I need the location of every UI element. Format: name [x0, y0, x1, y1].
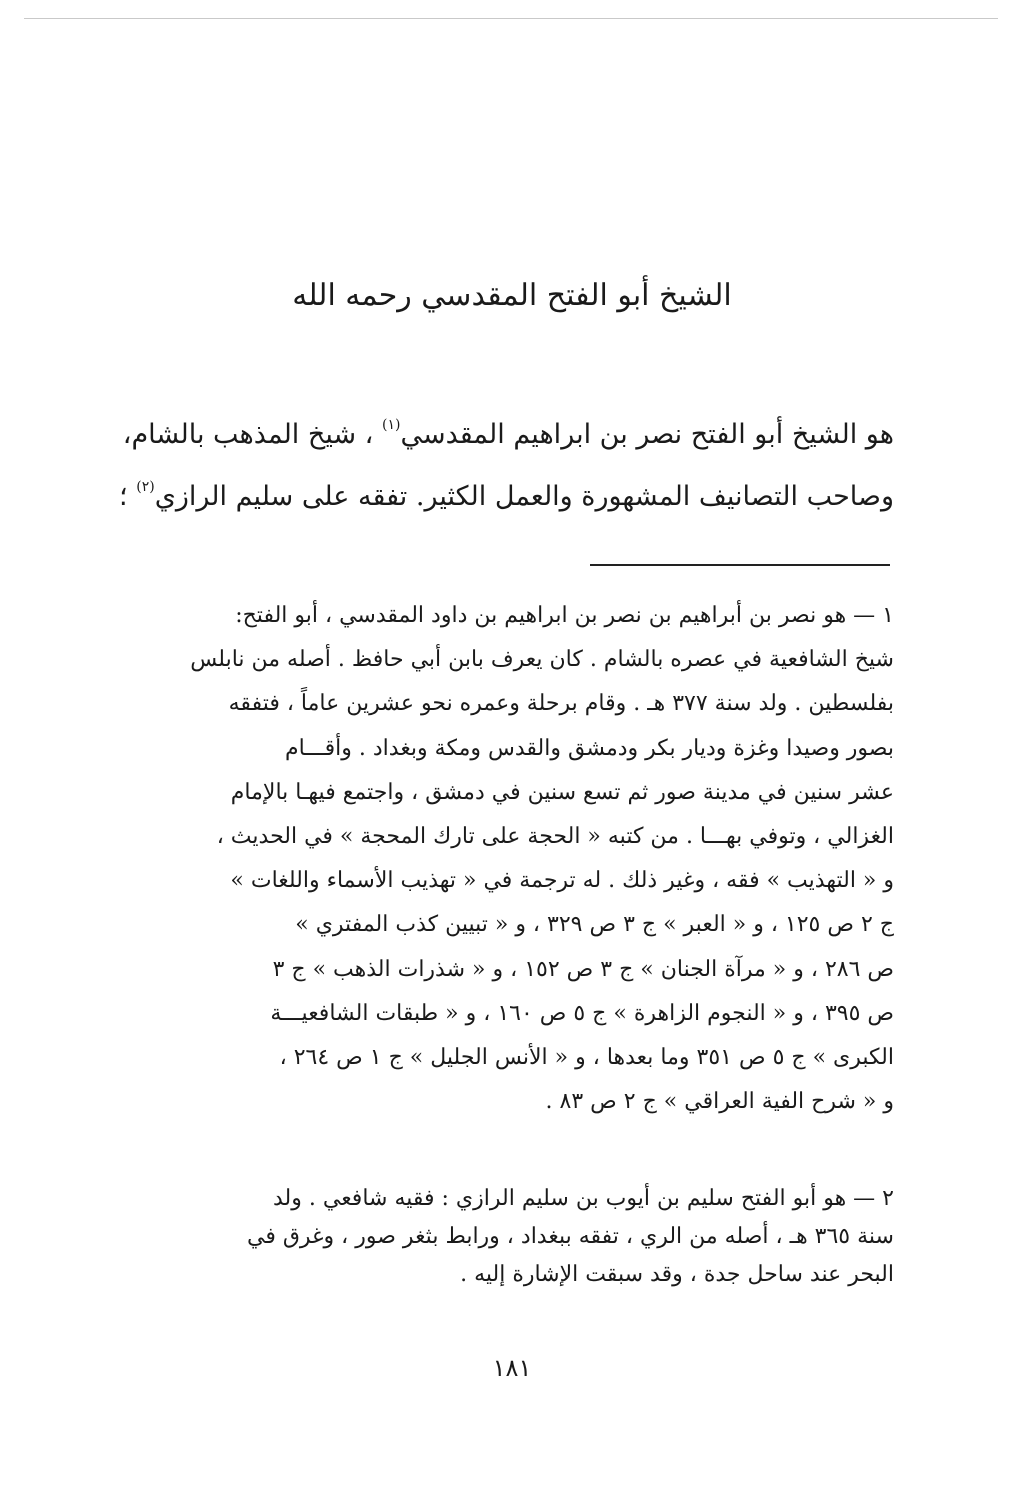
- page-number: ١٨١: [492, 1354, 532, 1382]
- footnote-2-line: سنة ٣٦٥ هـ ، أصله من الري ، تفقه ببغداد ، ورابط بثغر صور ، وغرق في: [247, 1224, 894, 1249]
- body-line-1-text: هو الشيخ أبو الفتح نصر بن ابراهيم المقدسي: [400, 419, 894, 450]
- footnote-1-line: ص ٣٩٥ ، و « النجوم الزاهرة » ج ٥ ص ١٦٠ ، و « طبقات الشافعيـــة: [270, 1000, 894, 1026]
- footnote-2-line: البحر عند ساحل جدة ، وقد سبقت الإشارة إليه .: [460, 1262, 894, 1287]
- footnote-1-line: الغزالي ، وتوفي بهـــا . من كتبه « الحجة على تارك المحجة » في الحديث ،: [216, 824, 894, 850]
- body-line-1-tail: ، شيخ المذهب بالشام،: [122, 419, 374, 450]
- footnote-separator: [590, 564, 890, 566]
- footnote-1: [128, 594, 894, 1124]
- footnote-2: [128, 1180, 894, 1294]
- footnote-ref-1: (١): [381, 417, 401, 433]
- footnote-1-line: عشر سنين في مدينة صور ثم تسع سنين في دمشق ، واجتمع فيهـا بالإمام: [230, 779, 894, 805]
- footnote-1-line: الكبرى » ج ٥ ص ٣٥١ وما بعدها ، و « الأنس الجليل » ج ١ ص ٢٦٤ ،: [279, 1045, 894, 1071]
- footnote-1-line: ص ٢٨٦ ، و « مرآة الجنان » ج ٣ ص ١٥٢ ، و « شذرات الذهب » ج ٣: [272, 956, 894, 982]
- footnote-1-line: شيخ الشافعية في عصره بالشام . كان يعرف بابن أبي حافظ . أصله من نابلس: [190, 647, 894, 673]
- footnote-ref-2: (٢): [136, 479, 155, 495]
- main-paragraph: [119, 404, 894, 528]
- footnote-1-line: و « التهذيب » فقه ، وغير ذلك . له ترجمة في « تهذيب الأسماء واللغات »: [230, 868, 894, 894]
- footnote-1-line: و « شرح الفية العراقي » ج ٢ ص ٨٣ .: [545, 1089, 894, 1115]
- footnote-2-line: ٢ — هو أبو الفتح سليم بن أيوب بن سليم الرازي : فقيه شافعي . ولد: [273, 1186, 894, 1211]
- body-line-2-text: وصاحب التصانيف المشهورة والعمل الكثير. تفقه على سليم الرازي: [154, 481, 894, 512]
- footnote-1-line: بفلسطين . ولد سنة ٣٧٧ هـ . وقام برحلة وعمره نحو عشرين عاماً ، فتفقه: [228, 691, 894, 717]
- body-line-1: [122, 404, 894, 466]
- body-line-2: [119, 466, 894, 528]
- footnote-1-line: ج ٢ ص ١٢٥ ، و « العبر » ج ٣ ص ٣٢٩ ، و « تبيين كذب المفتري »: [295, 912, 894, 938]
- page-title: الشيخ أبو الفتح المقدسي رحمه الله: [292, 278, 732, 313]
- top-border-line: [24, 18, 998, 19]
- footnote-1-line: ١ — هو نصر بن أبراهيم بن نصر بن ابراهيم بن داود المقدسي ، أبو الفتح:: [235, 603, 894, 628]
- footnote-1-line: بصور وصيدا وغزة وديار بكر ودمشق والقدس ومكة وبغداد . وأقـــام: [284, 735, 894, 761]
- body-line-2-tail: ؛: [119, 481, 128, 512]
